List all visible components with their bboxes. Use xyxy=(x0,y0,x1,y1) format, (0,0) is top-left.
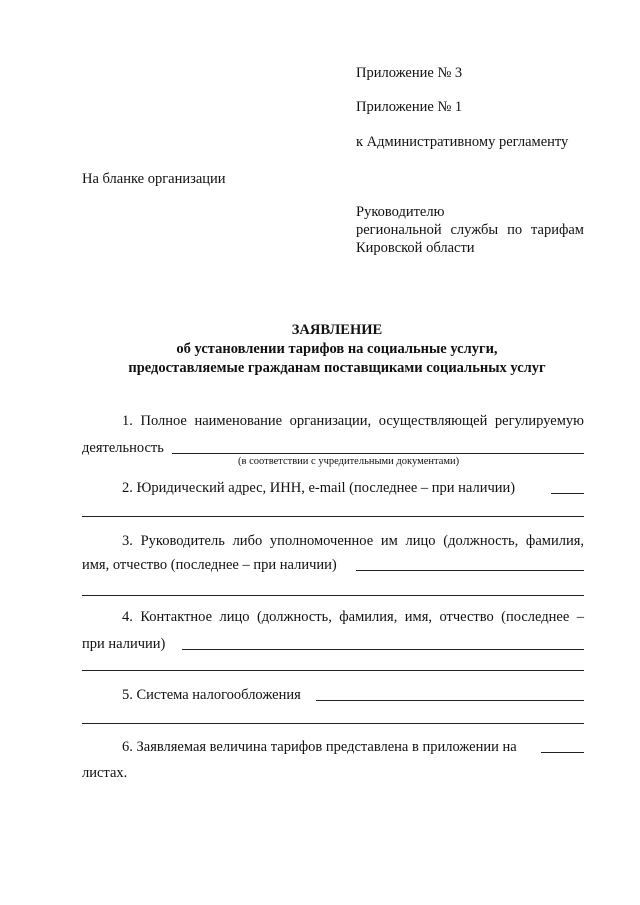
sheet-count-field[interactable] xyxy=(541,752,584,753)
item-6-text-line-2: листах. xyxy=(82,765,128,781)
item-4-text-line-2: при наличии) xyxy=(82,636,166,652)
title-subline-2: предоставляемые гражданам поставщиками социальных услуг xyxy=(128,360,546,376)
organization-name-field[interactable] xyxy=(172,453,584,454)
item-1-hint: (в соответствии с учредительными документами) xyxy=(238,456,460,467)
tax-system-field-continued[interactable] xyxy=(82,723,584,724)
tax-system-field[interactable] xyxy=(316,700,584,701)
item-6-text-line-1: 6. Заявляемая величина тарифов представлена в приложении на xyxy=(122,739,517,755)
head-person-field[interactable] xyxy=(356,570,584,571)
item-5-text: 5. Система налогообложения xyxy=(122,687,301,703)
item-1-text-line-2: деятельность xyxy=(82,440,164,456)
item-4-text-line-1: 4. Контактное лицо (должность, фамилия, имя, отчество (последнее – xyxy=(122,609,584,625)
contact-person-field-continued[interactable] xyxy=(82,670,584,671)
item-1-text-line-1: 1. Полное наименование организации, осуществляющей регулируемую xyxy=(122,413,584,429)
item-3-text-line-2: имя, отчество (последнее – при наличии) xyxy=(82,557,337,573)
legal-address-field[interactable] xyxy=(551,493,584,494)
contact-person-field[interactable] xyxy=(182,649,584,650)
addressee-line-1: Руководителю xyxy=(356,204,445,220)
letterhead-note: На бланке организации xyxy=(82,171,226,187)
annex-1-label: Приложение № 1 xyxy=(356,99,463,115)
regulation-label: к Административному регламенту xyxy=(356,134,569,150)
title-subline-1: об установлении тарифов на социальные услуги, xyxy=(176,341,498,357)
item-2-text: 2. Юридический адрес, ИНН, e-mail (последнее – при наличии) xyxy=(122,480,516,496)
item-3-text-line-1: 3. Руководитель либо уполномоченное им лицо (должность, фамилия, xyxy=(122,533,584,549)
head-person-field-continued[interactable] xyxy=(82,595,584,596)
addressee-line-3: Кировской области xyxy=(356,240,475,256)
addressee-line-2: региональной службы по тарифам xyxy=(356,222,584,238)
document-title: ЗАЯВЛЕНИЕ xyxy=(291,322,383,338)
legal-address-field-continued[interactable] xyxy=(82,516,584,517)
annex-3-label: Приложение № 3 xyxy=(356,65,463,81)
